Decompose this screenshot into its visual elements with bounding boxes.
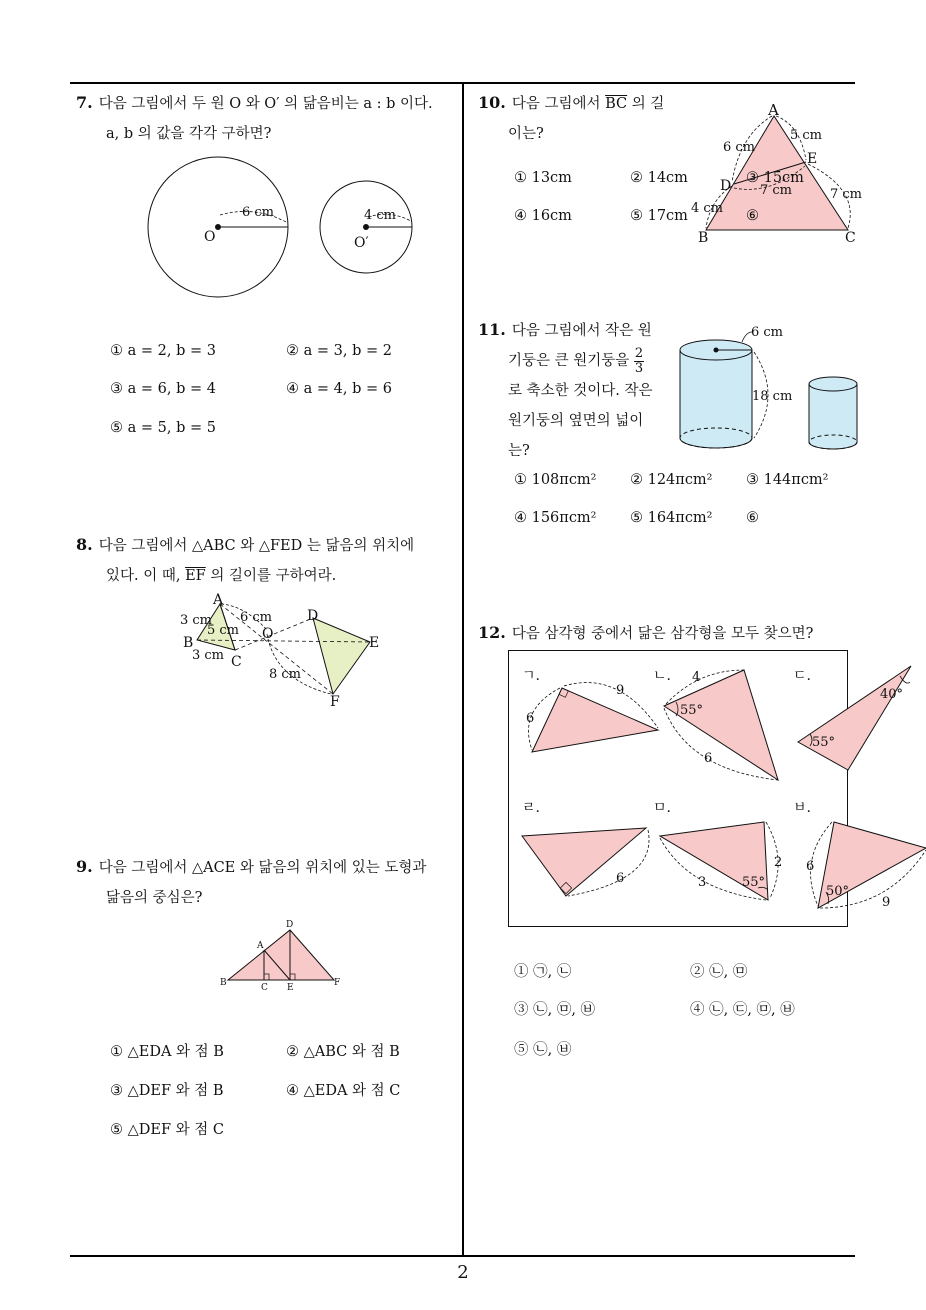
t6-side-a: 6 (806, 859, 815, 874)
question-9 (76, 852, 461, 913)
bottom-rule (70, 1255, 855, 1257)
fig-label-A: A (213, 592, 224, 608)
question-text-cont: a, b 의 값을 각각 구하면? (106, 126, 272, 142)
t6-side-b: 9 (882, 895, 891, 910)
text-pre: 기둥은 큰 원기둥을 (508, 353, 630, 369)
question-text-cont (76, 561, 461, 591)
question-text: 다음 그림에서 △ABC 와 △FED 는 닮음의 위치에 (98, 538, 415, 554)
fraction-numerator: 2 (634, 345, 644, 361)
q10-option-4[interactable]: ④ 16cm (514, 208, 572, 224)
fig-label-ec: 7 cm (830, 187, 863, 202)
t6-angle: 50° (826, 884, 850, 899)
fraction-2-3 (634, 347, 644, 376)
q9-option-1[interactable]: ① △EDA 와 점 B (110, 1044, 224, 1060)
fig-label-O2: O′ (354, 235, 369, 251)
q9-option-4[interactable]: ④ △EDA 와 점 C (286, 1083, 401, 1099)
q11-option-5[interactable]: ⑤ 164πcm² (630, 510, 713, 526)
fig-label-O: O (204, 229, 216, 245)
q12-option-1[interactable]: ① ㉠, ㉡ (514, 964, 572, 980)
fig-label-r: 6 cm (751, 325, 784, 340)
t2-side-b: 6 (704, 751, 713, 766)
q11-option-1[interactable]: ① 108πcm² (514, 472, 597, 488)
q9-option-5[interactable]: ⑤ △DEF 와 점 C (110, 1122, 224, 1138)
fig-label-ac: 5 cm (207, 623, 240, 638)
question-text: 다음 그림에서 작은 원 (511, 323, 652, 339)
question-text-cont: 로 축소한 것이다. 작은 (508, 383, 653, 399)
q7-option-3[interactable]: ③ a = 6, b = 4 (110, 381, 216, 397)
q10-option-1[interactable]: ① 13cm (514, 170, 572, 186)
q12-option-2[interactable]: ② ㉡, ㉤ (690, 964, 748, 980)
q12-option-3[interactable]: ③ ㉡, ㉤, ㉥ (514, 1002, 596, 1018)
q11-option-6[interactable]: ⑥ (746, 510, 759, 526)
q10-option-2[interactable]: ② 14cm (630, 170, 688, 186)
q7-option-2[interactable]: ② a = 3, b = 2 (286, 343, 392, 359)
fig-label-ab: 3 cm (180, 613, 213, 628)
q7-figure (140, 155, 440, 305)
label-bieup: ㅂ. (793, 800, 811, 816)
question-12 (478, 618, 868, 649)
question-text: 다음 그림에서 두 원 O 와 O′ 의 닮음비는 a : b 이다. (98, 96, 433, 112)
question-10 (478, 88, 698, 149)
question-text-cont: 는? (508, 443, 530, 459)
fig-label-of: 8 cm (269, 667, 302, 682)
fig-label-B: B (220, 978, 227, 988)
label-giyeok: ㄱ. (522, 668, 540, 684)
fig-label-bd: 4 cm (691, 201, 724, 216)
question-text-cont (478, 346, 668, 376)
text-post: 의 길 (627, 96, 665, 112)
text-pre: 있다. 이 때, (106, 568, 186, 584)
fig-label-E: E (369, 635, 380, 651)
q11-option-2[interactable]: ② 124πcm² (630, 472, 713, 488)
text-post: 의 길이를 구하여라. (205, 568, 337, 584)
fig-label-A: A (768, 101, 779, 119)
q7-option-4[interactable]: ④ a = 4, b = 6 (286, 381, 392, 397)
question-number: 10. (478, 93, 506, 112)
t3-angle-2: 55° (812, 735, 836, 750)
question-text: 다음 삼각형 중에서 닮은 삼각형을 모두 찾으면? (511, 626, 814, 642)
t1-side-a: 9 (616, 683, 625, 698)
label-digeut: ㄷ. (793, 668, 811, 684)
fig-label-F: F (334, 978, 341, 988)
question-text-cont: 원기둥의 옆면의 넓이 (508, 413, 644, 429)
fig-label-C: C (231, 654, 242, 670)
fig-label-r2: 4 cm (364, 208, 397, 223)
question-8 (76, 530, 461, 591)
fig-label-h: 18 cm (752, 389, 793, 404)
fig-label-O: O (262, 626, 274, 642)
text-pre: 다음 그림에서 (511, 96, 606, 112)
fig-label-E: E (287, 983, 294, 993)
fig-label-D: D (286, 920, 294, 930)
question-number: 7. (76, 93, 93, 112)
fig-label-F: F (330, 694, 340, 710)
q10-option-3[interactable]: ③ 15cm (746, 170, 804, 186)
t5-side-a: 3 (698, 875, 707, 890)
q11-figure (672, 320, 872, 460)
t2-side-a: 4 (692, 670, 701, 685)
label-nieun: ㄴ. (653, 668, 671, 684)
t5-angle: 55° (742, 875, 766, 890)
fig-label-ao: 6 cm (240, 610, 273, 625)
question-text: 다음 그림에서 △ACE 와 닮음의 위치에 있는 도형과 (98, 860, 427, 876)
q9-figure (218, 918, 348, 993)
question-number: 8. (76, 535, 93, 554)
fig-label-r1: 6 cm (242, 205, 275, 220)
q12-option-5[interactable]: ⑤ ㉡, ㉥ (514, 1042, 572, 1058)
label-mieum: ㅁ. (653, 800, 671, 816)
label-rieul: ㄹ. (522, 800, 540, 816)
question-number: 11. (478, 320, 506, 339)
question-text-cont: 닮음의 중심은? (106, 890, 203, 906)
t2-angle: 55° (680, 703, 704, 718)
question-number: 9. (76, 857, 93, 876)
fig-label-E: E (807, 151, 818, 167)
fig-label-de: 7 cm (760, 183, 793, 198)
fig-label-ad: 6 cm (723, 140, 756, 155)
q10-option-6[interactable]: ⑥ (746, 208, 759, 224)
fig-label-D: D (720, 178, 732, 194)
t5-side-b: 2 (774, 855, 783, 870)
segment-EF: $\overline{EF}$ (185, 568, 206, 584)
q12-figure (508, 650, 904, 927)
page-number: 2 (457, 1262, 469, 1283)
question-11 (478, 315, 668, 466)
question-7 (76, 88, 461, 149)
q9-option-3[interactable]: ③ △DEF 와 점 B (110, 1083, 224, 1099)
t3-angle-1: 40° (880, 687, 904, 702)
fig-label-B: B (183, 635, 194, 651)
column-divider (462, 82, 464, 1256)
fig-label-A: A (257, 941, 264, 951)
q11-option-4[interactable]: ④ 156πcm² (514, 510, 597, 526)
q12-option-4[interactable]: ④ ㉡, ㉢, ㉤, ㉥ (690, 1002, 795, 1018)
q8-figure (175, 590, 395, 710)
q7-option-1[interactable]: ① a = 2, b = 3 (110, 343, 216, 359)
q10-option-5[interactable]: ⑤ 17cm (630, 208, 688, 224)
t1-side-b: 6 (526, 711, 535, 726)
fig-label-C: C (845, 230, 856, 246)
fig-label-bc: 3 cm (192, 648, 225, 663)
q11-option-3[interactable]: ③ 144πcm² (746, 472, 829, 488)
fig-label-C: C (261, 983, 268, 993)
t4-side-a: 6 (616, 871, 625, 886)
fig-label-B: B (698, 230, 709, 246)
fraction-denominator: 3 (634, 360, 644, 376)
question-number: 12. (478, 623, 506, 642)
segment-BC: $\overline{BC}$ (605, 96, 628, 112)
q9-option-2[interactable]: ② △ABC 와 점 B (286, 1044, 400, 1060)
fig-label-ae: 5 cm (790, 128, 823, 143)
fig-label-D: D (307, 608, 319, 624)
q7-option-5[interactable]: ⑤ a = 5, b = 5 (110, 420, 216, 436)
question-text-cont: 이는? (508, 126, 544, 142)
